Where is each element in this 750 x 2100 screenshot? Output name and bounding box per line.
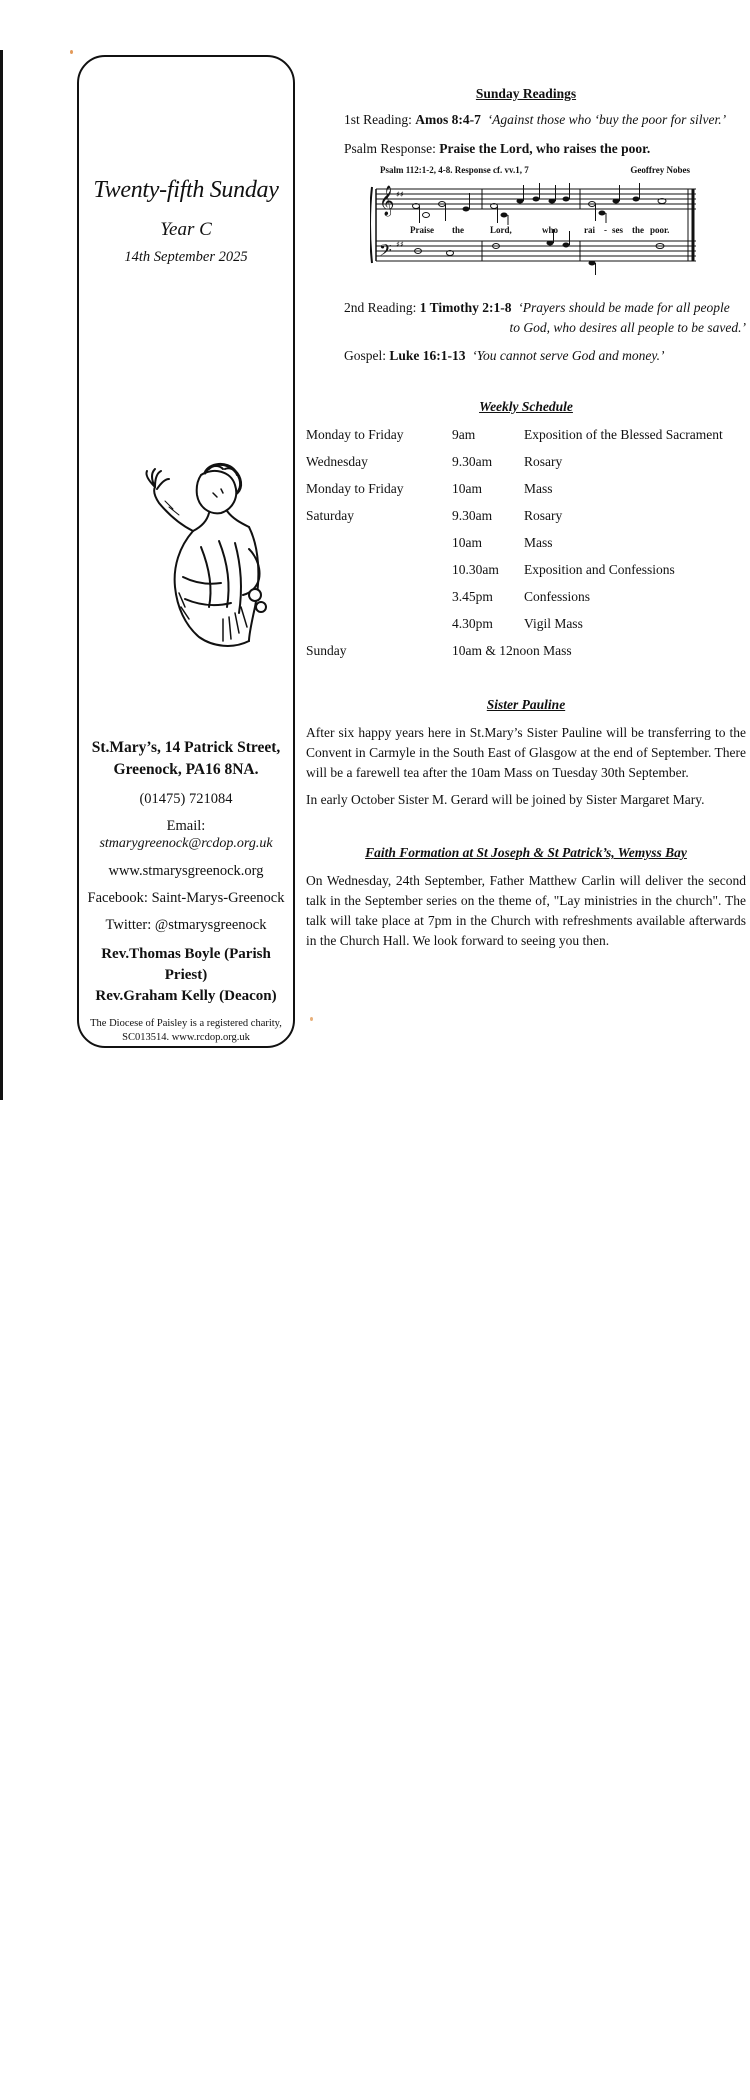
lyric-word: Praise [410, 225, 434, 235]
schedule-event: Confessions [524, 589, 591, 604]
second-reading [344, 299, 730, 317]
schedule-time: 10am & 12noon Mass [452, 643, 572, 658]
schedule-day: Saturday [306, 508, 354, 523]
gospel-quote: ‘You cannot serve God and money.’ [472, 348, 665, 363]
psalm-response [344, 140, 650, 158]
address-line-2: Greenock, PA16 8NA. [113, 761, 259, 778]
lyric-word: - [604, 225, 607, 235]
schedule-row [306, 427, 746, 454]
address-line-1: St.Mary’s, 14 Patrick Street, [91, 739, 281, 756]
gospel-reading [344, 347, 665, 365]
second-reading-label: 2nd Reading: [344, 300, 420, 315]
schedule-row [306, 589, 746, 616]
schedule-time: 10am [452, 535, 482, 550]
music-reference: Psalm 112:1-2, 4-8. Response cf. vv.1, 7 [380, 165, 529, 175]
phone-number: (01475) 721084 [139, 791, 233, 807]
schedule-row [306, 454, 746, 481]
schedule-time: 9am [452, 427, 476, 442]
paper-speck [310, 1017, 313, 1021]
deacon: Rev.Graham Kelly (Deacon) [95, 988, 277, 1004]
faith-formation-paragraph: On Wednesday, 24th September, Father Matthew Carlin will deliver the second talk in the September series on the theme of, "Lay ministries in the church". The talk will take place at 7pm in the Church with refreshments available afterwards in the Church Hall. We look forward to seeing you then. [306, 873, 746, 948]
bulletin-date: 14th September 2025 [124, 249, 248, 265]
parish-info-panel [77, 55, 295, 1048]
schedule-heading: Weekly Schedule [479, 399, 573, 414]
charity-line-2: SC013514. www.rcdop.org.uk [122, 1032, 250, 1043]
twitter-link[interactable]: Twitter: @stmarysgreenock [105, 917, 267, 933]
schedule-row [306, 508, 746, 535]
svg-text:♯♯: ♯♯ [396, 240, 404, 249]
liturgical-year: Year C [160, 219, 212, 240]
schedule-row [306, 562, 746, 589]
lyric-word: ses [612, 225, 623, 235]
lyric-word: Lord, [490, 225, 512, 235]
facebook-link[interactable]: Facebook: Saint-Marys-Greenock [87, 890, 285, 906]
page-edge-line [0, 50, 3, 1100]
schedule-day: Monday to Friday [306, 481, 404, 496]
parish-priest: Rev.Thomas Boyle (Parish Priest) [101, 946, 271, 983]
schedule-event: Vigil Mass [524, 616, 583, 631]
gospel-ref: Luke 16:1-13 [389, 348, 466, 363]
bass-clef-icon: 𝄢 [379, 240, 392, 264]
second-reading-ref: 1 Timothy 2:1-8 [419, 300, 512, 315]
second-reading-quote-1: ‘Prayers should be made for all people [518, 300, 730, 315]
faith-formation-heading: Faith Formation at St Joseph & St Patrick’s, Wemyss Bay [365, 845, 687, 860]
schedule-time: 10.30am [452, 562, 499, 577]
lyric-word: poor. [650, 225, 670, 235]
lyric-word: the [632, 225, 644, 235]
contact-block [79, 737, 293, 1045]
email-label: Email: [166, 818, 206, 834]
sister-pauline-heading: Sister Pauline [486, 697, 566, 712]
readings-heading: Sunday Readings [475, 86, 577, 101]
charity-line-1: The Diocese of Paisley is a registered charity, [90, 1018, 282, 1029]
paper-speck [70, 50, 73, 54]
sunday-title: Twenty-fifth Sunday [93, 177, 279, 203]
lyric-word: the [452, 225, 464, 235]
schedule-time: 9.30am [452, 508, 493, 523]
first-reading-ref: Amos 8:4-7 [415, 112, 481, 127]
schedule-day: Wednesday [306, 454, 368, 469]
psalm-label: Psalm Response: [344, 141, 440, 156]
schedule-event: Exposition of the Blessed Sacrament [524, 427, 723, 442]
second-reading-quote-2: to God, who desires all people to be saved.’ [509, 320, 746, 335]
schedule-time: 9.30am [452, 454, 493, 469]
sister-pauline-paragraph-1: After six happy years here in St.Mary’s Sister Pauline will be transferring to the Convent in Carmyle in the South East of Glasgow at the end of September. There will be a farewell tea after the 10am Mass on Tuesday 30th September. [306, 725, 746, 780]
psalm-music-score [370, 163, 700, 283]
schedule-time: 4.30pm [452, 616, 493, 631]
gospel-label: Gospel: [344, 348, 390, 363]
schedule-time: 10am [452, 481, 482, 496]
schedule-event: Mass [524, 481, 553, 496]
schedule-time: 3.45pm [452, 589, 493, 604]
schedule-event: Rosary [524, 454, 563, 469]
website-link[interactable]: www.stmarysgreenock.org [108, 863, 264, 879]
schedule-row [306, 643, 746, 670]
saint-illustration [109, 457, 269, 657]
schedule-row [306, 535, 746, 562]
svg-text:♯♯: ♯♯ [396, 190, 404, 199]
treble-clef-icon: 𝄞 [379, 186, 395, 216]
first-reading-quote: ‘Against those who ‘buy the poor for silver.’ [487, 112, 727, 127]
schedule-event: Mass [524, 535, 553, 550]
schedule-day: Monday to Friday [306, 427, 404, 442]
schedule-row [306, 616, 746, 643]
psalm-text: Praise the Lord, who raises the poor. [439, 141, 651, 156]
first-reading [344, 111, 726, 129]
lyric-word: rai [584, 225, 595, 235]
music-composer: Geoffrey Nobes [630, 165, 690, 175]
schedule-event: Exposition and Confessions [524, 562, 675, 577]
schedule-row [306, 481, 746, 508]
schedule-event: Rosary [524, 508, 563, 523]
sister-pauline-paragraph-2: In early October Sister M. Gerard will be joined by Sister Margaret Mary. [306, 792, 705, 807]
first-reading-label: 1st Reading: [344, 112, 416, 127]
lyric-word: who [542, 225, 559, 235]
email-address[interactable]: stmarygreenock@rcdop.org.uk [99, 836, 273, 851]
schedule-day: Sunday [306, 643, 347, 658]
